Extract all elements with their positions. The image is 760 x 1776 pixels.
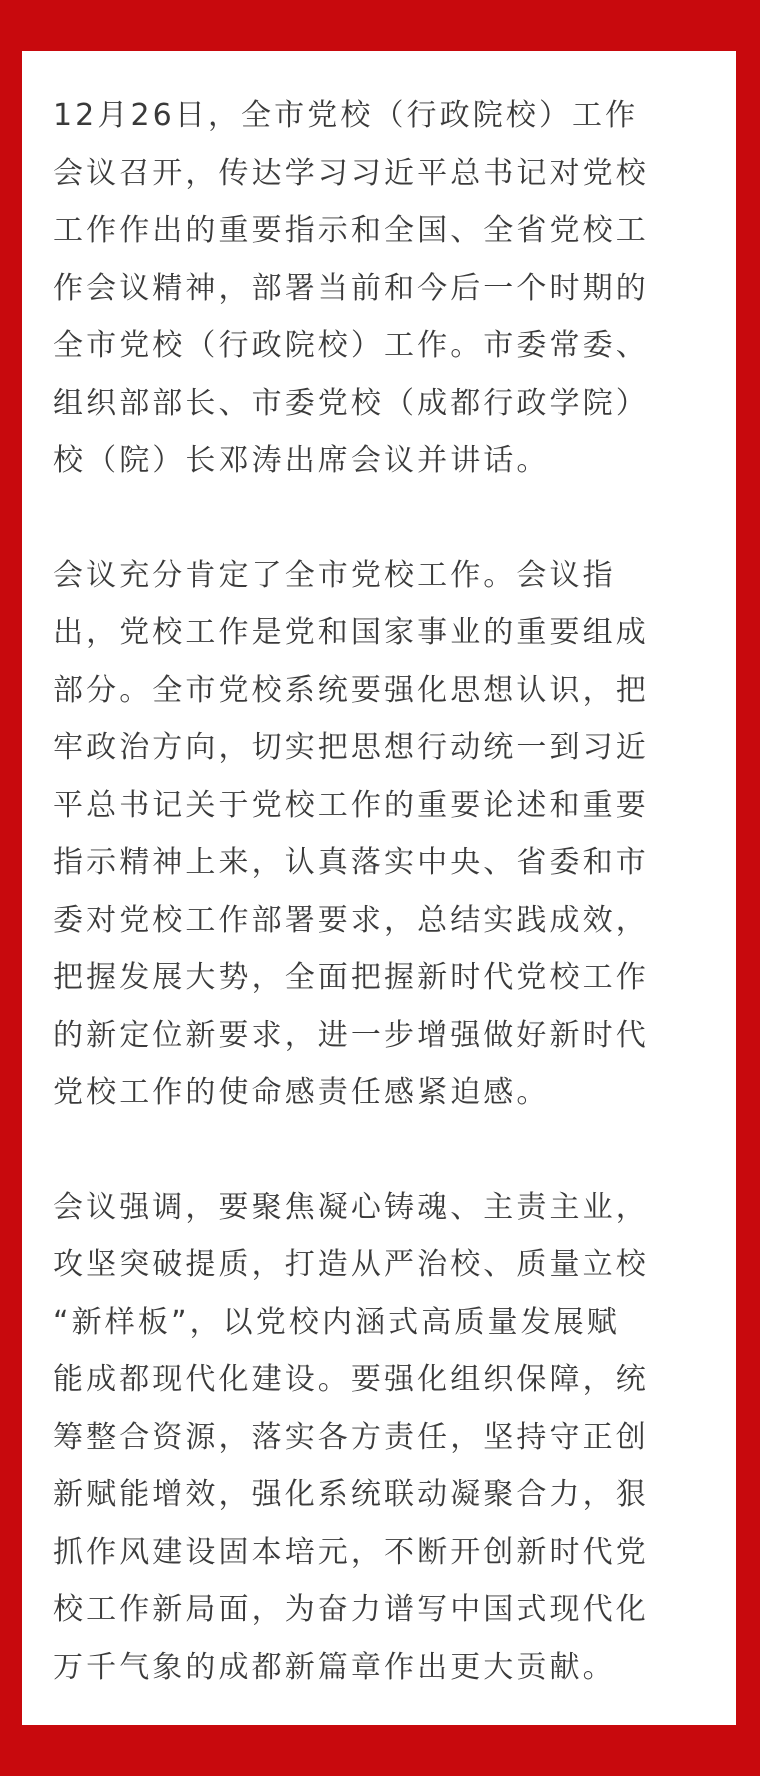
text-line: 组织部部长、市委党校（成都行政学院） xyxy=(53,385,649,421)
text-line: 党校工作的使命感责任感紧迫感。 xyxy=(53,1075,550,1110)
text-line: 校工作新局面，为奋力谱写中国式现代化 xyxy=(53,1592,649,1627)
paragraph-1 xyxy=(53,87,708,490)
text-line: 工作作出的重要指示和全国、全省党校工 xyxy=(53,213,649,248)
text-line: 抓作风建设固本培元，不断开创新时代党 xyxy=(53,1534,649,1570)
text-line: 把握发展大势，全面把握新时代党校工作 xyxy=(53,960,649,995)
text-line: 会议召开，传达学习习近平总书记对党校 xyxy=(53,155,649,191)
text-line: 委对党校工作部署要求，总结实践成效， xyxy=(53,902,649,938)
text-line: 新赋能增效，强化系统联动凝聚合力，狠 xyxy=(53,1477,649,1512)
text-line: “新样板”，以党校内涵式高质量发展赋 xyxy=(53,1304,620,1340)
paragraph-3 xyxy=(53,1179,708,1697)
text-line: 牢政治方向，切实把思想行动统一到习近 xyxy=(53,730,649,765)
text-line: 校（院）长邓涛出席会议并讲话。 xyxy=(53,443,550,478)
text-line: 万千气象的成都新篇章作出更大贡献。 xyxy=(53,1649,616,1685)
text-line: 部分。全市党校系统要强化思想认识，把 xyxy=(53,672,649,708)
text-line: 筹整合资源，落实各方责任，坚持守正创 xyxy=(53,1419,649,1455)
text-line: 12月26日，全市党校（行政院校）工作 xyxy=(53,98,639,133)
text-line: 能成都现代化建设。要强化组织保障，统 xyxy=(53,1362,649,1397)
paragraph-2 xyxy=(53,547,708,1122)
text-line: 的新定位新要求，进一步增强做好新时代 xyxy=(53,1017,649,1053)
text-line: 会议强调，要聚焦凝心铸魂、主责主业， xyxy=(53,1189,649,1225)
text-line: 全市党校（行政院校）工作。市委常委、 xyxy=(53,328,649,363)
text-line: 攻坚突破提质，打造从严治校、质量立校 xyxy=(53,1247,649,1282)
text-line: 作会议精神，部署当前和今后一个时期的 xyxy=(53,270,649,306)
article-card xyxy=(22,51,736,1725)
text-line: 会议充分肯定了全市党校工作。会议指 xyxy=(53,557,616,593)
text-line: 指示精神上来，认真落实中央、省委和市 xyxy=(53,845,649,880)
text-line: 出，党校工作是党和国家事业的重要组成 xyxy=(53,615,649,650)
text-line: 平总书记关于党校工作的重要论述和重要 xyxy=(53,787,649,823)
